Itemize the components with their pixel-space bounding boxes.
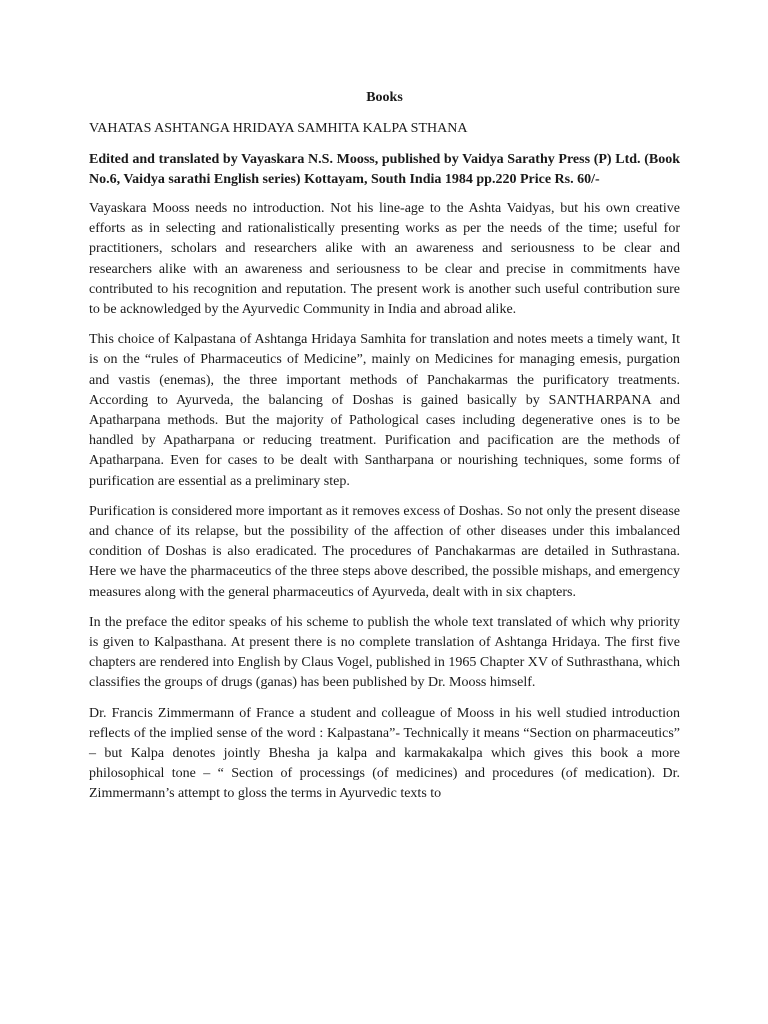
section-heading: Books xyxy=(366,90,403,105)
book-citation: Edited and translated by Vayaskara N.S. Mooss, published by Vaidya Sarathy Press (P) Ltd. (Book No.6, Vaidya sarathi English series) Kottayam, South India 1984 pp.220 Price Rs. 60/- xyxy=(89,152,680,187)
paragraph-3: Purification is considered more important as it removes excess of Doshas. So not only the present disease and chance of its relapse, but the possibility of the affection of other diseases under this imbalanced condition of Doshas is also eradicated. The procedures of Panchakarmas are detailed in Suthrastana. Here we have the pharmaceutics of the three steps above described, the possible mishaps, and emergency measures along with the general pharmaceutics of Ayurveda, dealt with in six chapters. xyxy=(89,503,680,600)
paragraph-1: Vayaskara Mooss needs no introduction. Not his line-age to the Ashta Vaidyas, but his own creative efforts as in selecting and rationalistically presenting works as per the needs of the time; useful for practitioners, scholars and researchers alike with an awareness and seriousness to be clear and researchers alike with an awareness and seriousness to be clear and precise in commitments have contributed to his recognition and reputation. The present work is another such useful contribution sure to be acknowledged by the Ayurvedic Community in India and abroad alike. xyxy=(89,201,680,318)
document-body xyxy=(89,88,680,815)
paragraph-5: Dr. Francis Zimmermann of France a student and colleague of Mooss in his well studied introduction reflects of the implied sense of the word : Kalpastana”- Technically it means “Section on pharmaceutics” – but Kalpa denotes jointly Bhesha ja kalpa and karmakakalpa which gives this book a more philosophical tone – “ Section of processings (of medicines) and procedures (of medication). Dr. Zimmermann’s attempt to gloss the terms in Ayurvedic texts to xyxy=(89,705,680,802)
paragraph-2: This choice of Kalpastana of Ashtanga Hridaya Samhita for translation and notes meets a timely want, It is on the “rules of Pharmaceutics of Medicine”, mainly on Medicines for managing emesis, purgation and vastis (enemas), the three important methods of Panchakarmas the purificatory treatments. According to Ayurveda, the balancing of Doshas is gained basically by SANTHARPANA and Apatharpana methods. But the majority of Pathological cases including degenerative ones is to be handled by Apatharpana or reducing treatment. Purification and pacification are the methods of Apatharpana. Even for cases to be dealt with Santharpana or nourishing techniques, some forms of purification are essential as a preliminary step. xyxy=(89,332,680,489)
paragraph-4: In the preface the editor speaks of his scheme to publish the whole text translated of which why priority is given to Kalpasthana. At present there is no complete translation of Ashtanga Hridaya. The first five chapters are rendered into English by Claus Vogel, published in 1965 Chapter XV of Suthrasthana, which classifies the groups of drugs (ganas) has been published by Dr. Mooss himself. xyxy=(89,614,680,691)
book-title: VAHATAS ASHTANGA HRIDAYA SAMHITA KALPA STHANA xyxy=(89,121,468,136)
